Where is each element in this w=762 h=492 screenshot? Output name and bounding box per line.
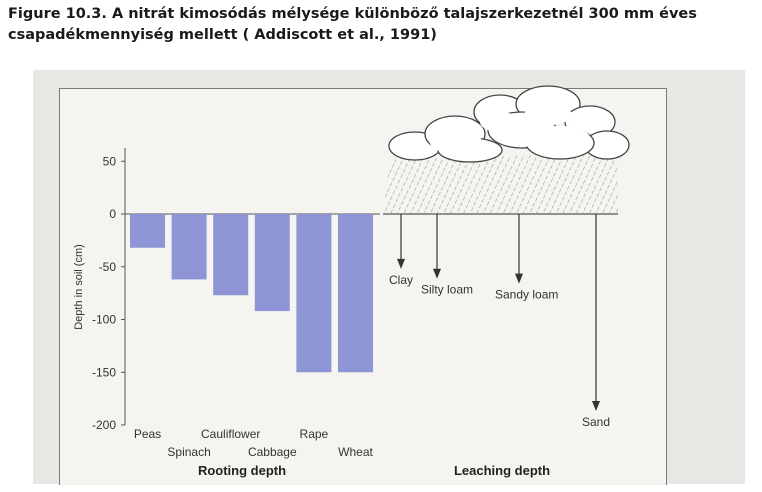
x-tick-label: Cauliflower	[201, 427, 261, 441]
rain-streaks	[383, 152, 618, 213]
y-tick-label: 50	[102, 154, 116, 169]
bar-spinach	[172, 214, 207, 279]
y-tick-label: -100	[91, 312, 116, 327]
x-tick-label: Peas	[133, 427, 162, 441]
y-tick-label: -200	[91, 418, 116, 432]
arrow-silty-loam	[433, 214, 441, 279]
x-tick-label: Wheat	[338, 445, 373, 459]
arrow-label: Clay	[388, 272, 414, 287]
bar-rape	[296, 214, 331, 372]
rooting-depth-chart	[73, 148, 380, 478]
y-tick-label: 0	[109, 207, 116, 221]
caption-line-1: Figure 10.3. A nitrát kimosódás mélysége különböző talajszerkezetnél 300 mm éves	[8, 6, 697, 22]
y-axis-label: Depth in soil (cm)	[73, 244, 85, 330]
chart-title: Rooting depth	[197, 463, 287, 478]
rain-cloud-icon	[383, 86, 629, 213]
caption-line-2: csapadékmennyiség mellett ( Addiscott et al., 1991)	[8, 27, 437, 43]
arrow-label: Silty loam	[421, 282, 474, 297]
arrow-clay	[397, 214, 405, 269]
arrow-sandy-loam	[515, 214, 523, 284]
leaching-depth-chart	[383, 86, 629, 478]
bar-wheat	[338, 214, 373, 372]
arrow-sand	[592, 214, 600, 411]
chart-title: Leaching depth	[453, 463, 551, 478]
y-tick-label: -150	[91, 365, 116, 380]
x-tick-label: Cabbage	[247, 445, 297, 459]
bar-peas	[130, 214, 165, 248]
x-tick-label: Spinach	[167, 445, 211, 459]
bar-cabbage	[255, 214, 290, 311]
arrow-label: Sandy loam	[495, 287, 559, 302]
arrow-label: Sand	[581, 415, 611, 429]
bar-cauliflower	[213, 214, 248, 295]
y-tick-label: -50	[98, 259, 116, 274]
x-tick-label: Rape	[299, 427, 329, 441]
